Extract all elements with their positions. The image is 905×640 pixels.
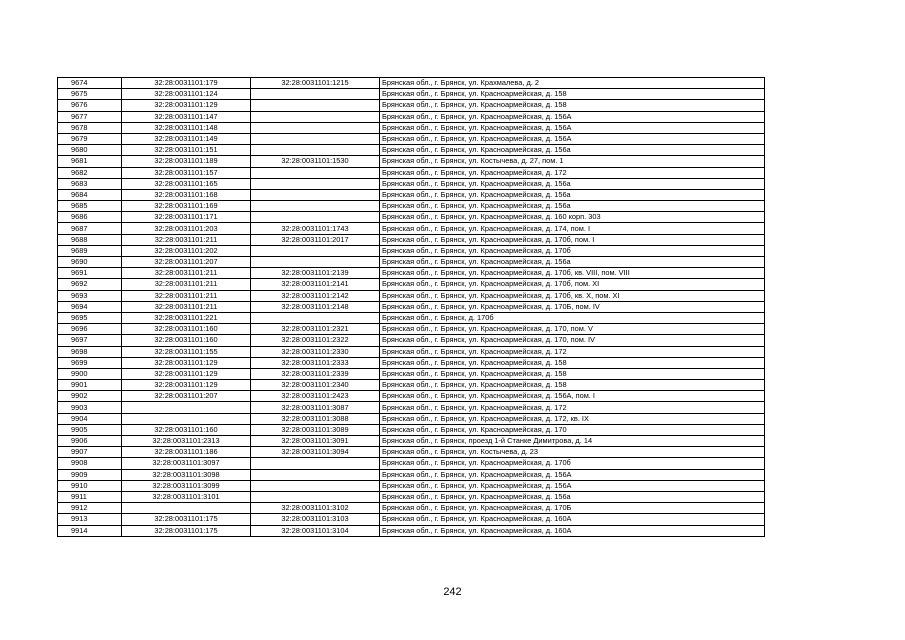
land-cadastral-cell: 32:28:0031101:175 [122,525,251,536]
table-row [58,436,765,447]
record-number-cell: 9910 [58,480,122,491]
land-cadastral-cell: 32:28:0031101:171 [122,212,251,223]
land-cadastral-cell: 32:28:0031101:211 [122,301,251,312]
land-cadastral-cell: 32:28:0031101:129 [122,357,251,368]
address-cell: Брянская обл., г. Брянск, ул. Крахмалева, д. 2 [380,78,765,89]
object-cadastral-cell: 32:28:0031101:2321 [251,324,380,335]
address-cell: Брянская обл., г. Брянск, ул. Красноармейская, д. 156А [380,122,765,133]
land-cadastral-cell: 32:28:0031101:202 [122,245,251,256]
object-cadastral-cell [251,167,380,178]
land-cadastral-cell [122,413,251,424]
table-row [58,469,765,480]
address-cell: Брянская обл., г. Брянск, проезд 1-й Станке Димитрова, д. 14 [380,436,765,447]
address-cell: Брянская обл., г. Брянск, ул. Красноармейская, д. 156А [380,469,765,480]
object-cadastral-cell: 32:28:0031101:1743 [251,223,380,234]
table-row [58,525,765,536]
address-cell: Брянская обл., г. Брянск, ул. Красноармейская, д. 172, кв. IX [380,413,765,424]
land-cadastral-cell: 32:28:0031101:129 [122,368,251,379]
record-number-cell: 9675 [58,89,122,100]
address-cell: Брянская обл., г. Брянск, ул. Красноармейская, д. 156а [380,145,765,156]
table-row [58,290,765,301]
object-cadastral-cell: 32:28:0031101:2333 [251,357,380,368]
table-row [58,234,765,245]
address-cell: Брянская обл., г. Брянск, ул. Красноармейская, д. 158 [380,89,765,100]
land-cadastral-cell: 32:28:0031101:211 [122,279,251,290]
address-cell: Брянская обл., г. Брянск, ул. Красноармейская, д. 158 [380,100,765,111]
address-cell: Брянская обл., г. Брянск, ул. Красноармейская, д. 172 [380,346,765,357]
object-cadastral-cell [251,458,380,469]
address-cell: Брянская обл., г. Брянск, ул. Красноармейская, д. 172 [380,167,765,178]
object-cadastral-cell: 32:28:0031101:2322 [251,335,380,346]
address-cell: Брянская обл., г. Брянск, ул. Красноармейская, д. 160 корп. 303 [380,212,765,223]
object-cadastral-cell [251,491,380,502]
land-cadastral-cell: 32:28:0031101:203 [122,223,251,234]
record-number-cell: 9913 [58,514,122,525]
record-number-cell: 9679 [58,133,122,144]
land-cadastral-cell: 32:28:0031101:3098 [122,469,251,480]
land-cadastral-cell: 32:28:0031101:207 [122,257,251,268]
table-row [58,391,765,402]
table-row [58,133,765,144]
address-cell: Брянская обл., г. Брянск, ул. Красноармейская, д. 156А [380,111,765,122]
address-cell: Брянская обл., г. Брянск, ул. Красноармейская, д. 170, пом. IV [380,335,765,346]
record-number-cell: 9907 [58,447,122,458]
land-cadastral-cell: 32:28:0031101:160 [122,424,251,435]
land-cadastral-cell: 32:28:0031101:160 [122,335,251,346]
address-cell: Брянская обл., г. Брянск, ул. Красноармейская, д. 156а [380,491,765,502]
object-cadastral-cell: 32:28:0031101:3089 [251,424,380,435]
land-cadastral-cell [122,503,251,514]
table-row [58,257,765,268]
table-row [58,357,765,368]
table-row [58,503,765,514]
table-row [58,324,765,335]
object-cadastral-cell [251,212,380,223]
table-row [58,514,765,525]
object-cadastral-cell [251,178,380,189]
land-cadastral-cell: 32:28:0031101:168 [122,189,251,200]
object-cadastral-cell [251,245,380,256]
table-row [58,145,765,156]
land-cadastral-cell: 32:28:0031101:189 [122,156,251,167]
object-cadastral-cell: 32:28:0031101:3087 [251,402,380,413]
address-cell: Брянская обл., г. Брянск, ул. Красноармейская, д. 158 [380,357,765,368]
record-number-cell: 9695 [58,312,122,323]
record-number-cell: 9903 [58,402,122,413]
address-cell: Брянская обл., г. Брянск, ул. Красноармейская, д. 158 [380,368,765,379]
address-cell: Брянская обл., г. Брянск, ул. Красноармейская, д. 160А [380,525,765,536]
record-number-cell: 9909 [58,469,122,480]
address-cell: Брянская обл., г. Брянск, ул. Красноармейская, д. 170б, пом. I [380,234,765,245]
records-table [57,77,765,537]
object-cadastral-cell: 32:28:0031101:3088 [251,413,380,424]
object-cadastral-cell: 32:28:0031101:3091 [251,436,380,447]
record-number-cell: 9682 [58,167,122,178]
table-row [58,380,765,391]
address-cell: Брянская обл., г. Брянск, ул. Костычева, д. 27, пом. 1 [380,156,765,167]
table-row [58,312,765,323]
land-cadastral-cell: 32:28:0031101:211 [122,268,251,279]
record-number-cell: 9674 [58,78,122,89]
address-cell: Брянская обл., г. Брянск, ул. Красноармейская, д. 170Б [380,503,765,514]
land-cadastral-cell: 32:28:0031101:3097 [122,458,251,469]
address-cell: Брянская обл., г. Брянск, ул. Красноармейская, д. 156А [380,133,765,144]
table-row [58,268,765,279]
table-row [58,413,765,424]
land-cadastral-cell: 32:28:0031101:124 [122,89,251,100]
land-cadastral-cell: 32:28:0031101:221 [122,312,251,323]
address-cell: Брянская обл., г. Брянск, ул. Красноармейская, д. 170Б, пом. IV [380,301,765,312]
land-cadastral-cell: 32:28:0031101:186 [122,447,251,458]
land-cadastral-cell: 32:28:0031101:2313 [122,436,251,447]
object-cadastral-cell: 32:28:0031101:1530 [251,156,380,167]
record-number-cell: 9697 [58,335,122,346]
address-cell: Брянская обл., г. Брянск, ул. Красноармейская, д. 174, пом. I [380,223,765,234]
object-cadastral-cell [251,257,380,268]
table-row [58,111,765,122]
record-number-cell: 9681 [58,156,122,167]
record-number-cell: 9693 [58,290,122,301]
land-cadastral-cell: 32:28:0031101:147 [122,111,251,122]
table-row [58,201,765,212]
address-cell: Брянская обл., г. Брянск, ул. Красноармейская, д. 156а [380,189,765,200]
record-number-cell: 9694 [58,301,122,312]
object-cadastral-cell: 32:28:0031101:2330 [251,346,380,357]
address-cell: Брянская обл., г. Брянск, ул. Красноармейская, д. 158 [380,380,765,391]
land-cadastral-cell: 32:28:0031101:175 [122,514,251,525]
land-cadastral-cell: 32:28:0031101:155 [122,346,251,357]
record-number-cell: 9908 [58,458,122,469]
table-row [58,447,765,458]
record-number-cell: 9676 [58,100,122,111]
object-cadastral-cell [251,469,380,480]
object-cadastral-cell: 32:28:0031101:2339 [251,368,380,379]
table-row [58,89,765,100]
record-number-cell: 9902 [58,391,122,402]
land-cadastral-cell: 32:28:0031101:165 [122,178,251,189]
record-number-cell: 9900 [58,368,122,379]
table-row [58,212,765,223]
table-row [58,335,765,346]
object-cadastral-cell: 32:28:0031101:3094 [251,447,380,458]
record-number-cell: 9690 [58,257,122,268]
address-cell: Брянская обл., г. Брянск, д. 170б [380,312,765,323]
record-number-cell: 9906 [58,436,122,447]
object-cadastral-cell: 32:28:0031101:3102 [251,503,380,514]
object-cadastral-cell: 32:28:0031101:2142 [251,290,380,301]
table-row [58,167,765,178]
object-cadastral-cell [251,312,380,323]
land-cadastral-cell: 32:28:0031101:211 [122,234,251,245]
object-cadastral-cell: 32:28:0031101:2423 [251,391,380,402]
land-cadastral-cell: 32:28:0031101:169 [122,201,251,212]
object-cadastral-cell [251,145,380,156]
land-cadastral-cell: 32:28:0031101:211 [122,290,251,301]
land-cadastral-cell: 32:28:0031101:3101 [122,491,251,502]
object-cadastral-cell: 32:28:0031101:2139 [251,268,380,279]
object-cadastral-cell: 32:28:0031101:3103 [251,514,380,525]
object-cadastral-cell [251,89,380,100]
land-cadastral-cell: 32:28:0031101:157 [122,167,251,178]
land-cadastral-cell: 32:28:0031101:129 [122,380,251,391]
object-cadastral-cell: 32:28:0031101:2141 [251,279,380,290]
record-number-cell: 9905 [58,424,122,435]
object-cadastral-cell [251,201,380,212]
object-cadastral-cell [251,111,380,122]
record-number-cell: 9686 [58,212,122,223]
record-number-cell: 9912 [58,503,122,514]
record-number-cell: 9904 [58,413,122,424]
record-number-cell: 9680 [58,145,122,156]
address-cell: Брянская обл., г. Брянск, ул. Красноармейская, д. 170б [380,458,765,469]
land-cadastral-cell: 32:28:0031101:160 [122,324,251,335]
table-row [58,424,765,435]
object-cadastral-cell: 32:28:0031101:1215 [251,78,380,89]
address-cell: Брянская обл., г. Брянск, ул. Красноармейская, д. 170б [380,245,765,256]
page-number: 242 [443,586,462,598]
table-row [58,301,765,312]
table-row [58,156,765,167]
address-cell: Брянская обл., г. Брянск, ул. Красноармейская, д. 156а [380,178,765,189]
table-row [58,245,765,256]
address-cell: Брянская обл., г. Брянск, ул. Красноармейская, д. 156а [380,201,765,212]
object-cadastral-cell [251,100,380,111]
record-number-cell: 9699 [58,357,122,368]
object-cadastral-cell [251,189,380,200]
object-cadastral-cell [251,133,380,144]
address-cell: Брянская обл., г. Брянск, ул. Красноармейская, д. 156А, пом. I [380,391,765,402]
land-cadastral-cell: 32:28:0031101:148 [122,122,251,133]
table-row [58,458,765,469]
land-cadastral-cell [122,402,251,413]
record-number-cell: 9678 [58,122,122,133]
record-number-cell: 9677 [58,111,122,122]
table-row [58,178,765,189]
record-number-cell: 9698 [58,346,122,357]
table-row [58,223,765,234]
record-number-cell: 9901 [58,380,122,391]
land-cadastral-cell: 32:28:0031101:3099 [122,480,251,491]
table-row [58,491,765,502]
object-cadastral-cell: 32:28:0031101:2340 [251,380,380,391]
table-row [58,100,765,111]
table-row [58,189,765,200]
land-cadastral-cell: 32:28:0031101:151 [122,145,251,156]
address-cell: Брянская обл., г. Брянск, ул. Красноармейская, д. 170 [380,424,765,435]
table-row [58,122,765,133]
object-cadastral-cell: 32:28:0031101:2017 [251,234,380,245]
address-cell: Брянская обл., г. Брянск, ул. Красноармейская, д. 170б, пом. XI [380,279,765,290]
record-number-cell: 9914 [58,525,122,536]
table-row [58,279,765,290]
address-cell: Брянская обл., г. Брянск, ул. Красноармейская, д. 170б, кв. VIII, пом. VIII [380,268,765,279]
address-cell: Брянская обл., г. Брянск, ул. Красноармейская, д. 160А [380,514,765,525]
land-cadastral-cell: 32:28:0031101:129 [122,100,251,111]
record-number-cell: 9692 [58,279,122,290]
address-cell: Брянская обл., г. Брянск, ул. Красноармейская, д. 170, пом. V [380,324,765,335]
object-cadastral-cell: 32:28:0031101:2148 [251,301,380,312]
land-cadastral-cell: 32:28:0031101:179 [122,78,251,89]
table-row [58,78,765,89]
records-table-body [58,78,765,537]
record-number-cell: 9683 [58,178,122,189]
record-number-cell: 9684 [58,189,122,200]
table-row [58,346,765,357]
land-cadastral-cell: 32:28:0031101:149 [122,133,251,144]
object-cadastral-cell: 32:28:0031101:3104 [251,525,380,536]
record-number-cell: 9689 [58,245,122,256]
land-cadastral-cell: 32:28:0031101:207 [122,391,251,402]
record-number-cell: 9696 [58,324,122,335]
object-cadastral-cell [251,122,380,133]
table-row [58,402,765,413]
table-row [58,480,765,491]
record-number-cell: 9691 [58,268,122,279]
table-row [58,368,765,379]
address-cell: Брянская обл., г. Брянск, ул. Красноармейская, д. 172 [380,402,765,413]
address-cell: Брянская обл., г. Брянск, ул. Красноармейская, д. 156а [380,257,765,268]
record-number-cell: 9687 [58,223,122,234]
object-cadastral-cell [251,480,380,491]
address-cell: Брянская обл., г. Брянск, ул. Костычева, д. 23 [380,447,765,458]
record-number-cell: 9688 [58,234,122,245]
record-number-cell: 9911 [58,491,122,502]
address-cell: Брянская обл., г. Брянск, ул. Красноармейская, д. 156А [380,480,765,491]
address-cell: Брянская обл., г. Брянск, ул. Красноармейская, д. 170б, кв. X, пом. XI [380,290,765,301]
record-number-cell: 9685 [58,201,122,212]
